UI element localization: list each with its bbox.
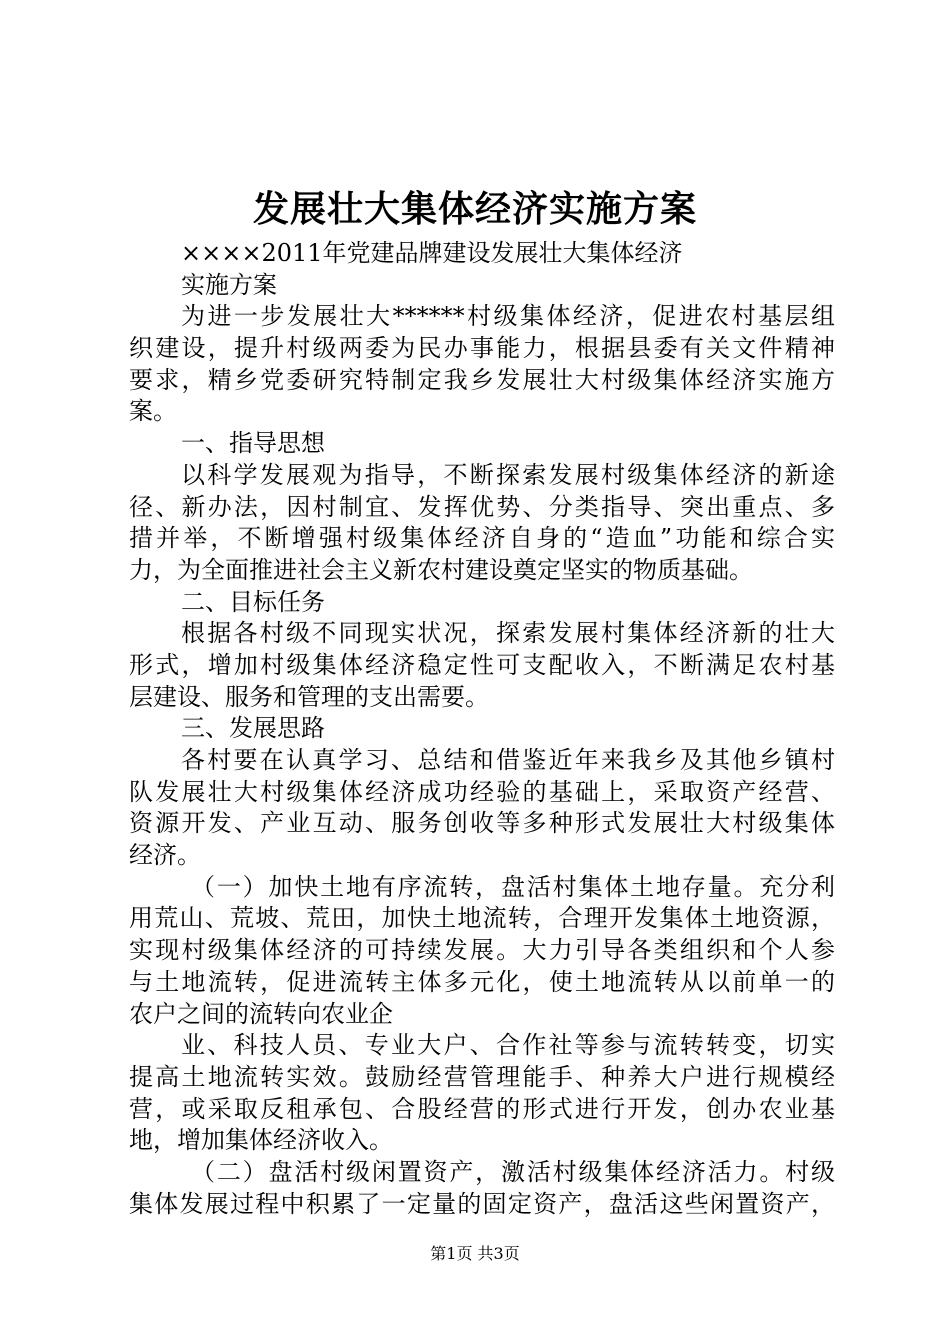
paragraph-line: 织建设，提升村级两委为民办事能力，根据县委有关文件精神: [129, 334, 835, 363]
section-heading: 一、指导思想: [181, 429, 325, 458]
paragraph-line: 农户之间的流转向农业企: [129, 999, 393, 1028]
paragraph-line: 各村要在认真学习、总结和借鉴近年来我乡及其他乡镇村: [181, 746, 835, 774]
document-body: [129, 238, 835, 1220]
paragraph-line: 根据各村级不同现实状况，探索发展村集体经济新的壮大: [181, 619, 835, 648]
paragraph-line: 为进一步发展壮大******村级集体经济，促进农村基层组: [181, 302, 835, 331]
paragraph-line: 业、科技人员、专业大户、合作社等参与流转转变，切实: [181, 1031, 835, 1060]
subtitle-line: 实施方案: [181, 270, 277, 299]
paragraph-line: 形式，增加村级集体经济稳定性可支配收入，不断满足农村基: [129, 650, 835, 679]
paragraph-line: 队发展壮大村级集体经济成功经验的基础上，采取资产经营、: [129, 777, 835, 806]
paragraph-line: （一）加快土地有序流转，盘活村集体土地存量。充分利: [191, 872, 835, 901]
paragraph-line: 层建设、服务和管理的支出需要。: [129, 682, 489, 711]
page-number-footer: 第1页 共3页: [430, 1244, 520, 1263]
paragraph-line: （二）盘活村级闲置资产，激活村级集体经济活力。村级: [191, 1157, 835, 1186]
paragraph-line: 措并举，不断增强村级集体经济自身的“造血”功能和综合实: [129, 524, 835, 553]
subtitle-line: ××××2011年党建品牌建设发展壮大集体经济: [181, 239, 683, 267]
document-title: 发展壮大集体经济实施方案: [252, 188, 697, 230]
paragraph-line: 径、新办法，因村制宜、发挥优势、分类指导、突出重点、多: [129, 492, 835, 521]
paragraph-line: 以科学发展观为指导，不断探索发展村级集体经济的新途: [181, 460, 835, 489]
paragraph-line: 地，增加集体经济收入。: [129, 1126, 393, 1155]
paragraph-line: 经济。: [129, 841, 201, 870]
section-heading: 三、发展思路: [181, 714, 325, 743]
paragraph-line: 营，或采取反租承包、合股经营的形式进行开发，创办农业基: [129, 1094, 835, 1123]
paragraph-line: 资源开发、产业互动、服务创收等多种形式发展壮大村级集体: [129, 809, 835, 838]
paragraph-line: 力，为全面推进社会主义新农村建设奠定坚实的物质基础。: [129, 555, 753, 584]
paragraph-line: 要求，精乡党委研究特制定我乡发展壮大村级集体经济实施方: [129, 365, 835, 394]
section-heading: 二、目标任务: [181, 587, 325, 616]
paragraph-line: 与土地流转，促进流转主体多元化，使土地流转从以前单一的: [129, 967, 835, 996]
paragraph-line: 实现村级集体经济的可持续发展。大力引导各类组织和个人参: [129, 936, 835, 965]
paragraph-line: 案。: [129, 397, 177, 426]
paragraph-line: 提高土地流转实效。鼓励经营管理能手、种养大户进行规模经: [129, 1062, 835, 1091]
paragraph-line: 集体发展过程中积累了一定量的固定资产，盘活这些闲置资产，: [129, 1189, 835, 1218]
paragraph-line: 用荒山、荒坡、荒田，加快土地流转，合理开发集体土地资源，: [129, 904, 835, 933]
